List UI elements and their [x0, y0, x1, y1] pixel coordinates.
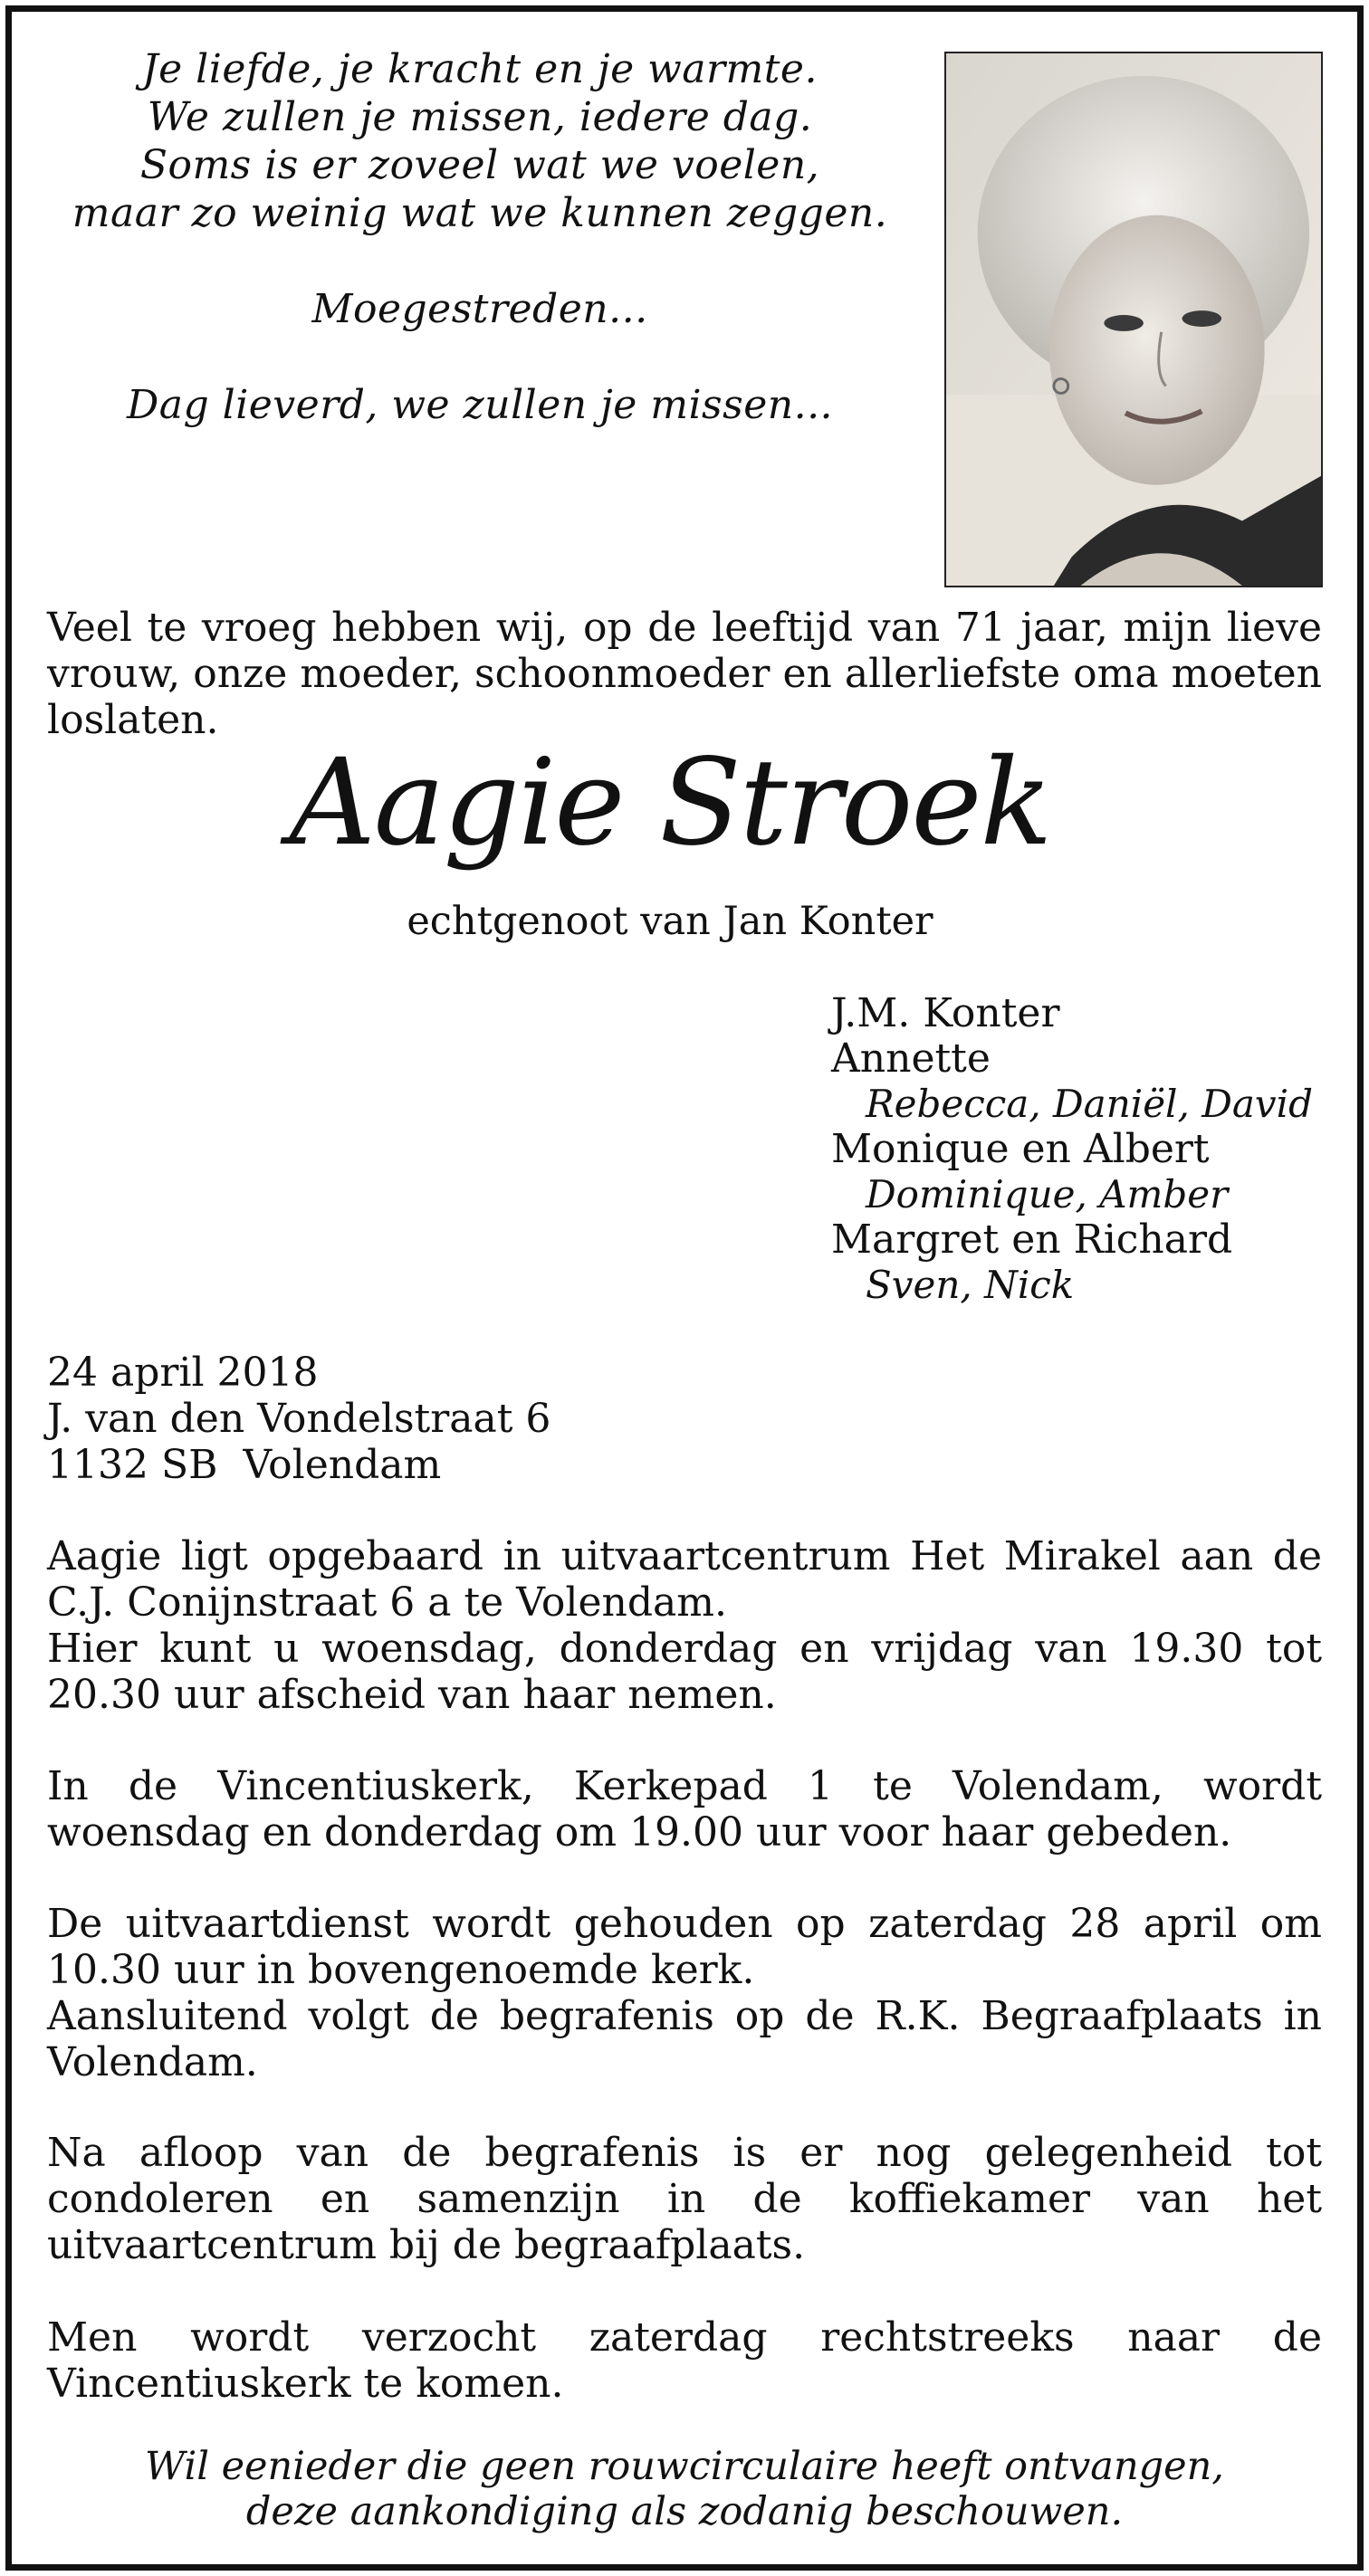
- church-direction-info: Men wordt verzocht zaterdag rechtstreeks naar de Vincentiuskerk te komen.: [47, 2314, 1322, 2407]
- poem: [36, 45, 924, 429]
- city-line: 1132 SB Volendam: [47, 1442, 442, 1488]
- intro-text: Veel te vroeg hebben wij, op de leeftijd van 71 jaar, mijn lieve vrouw, onze moeder, schoonmoeder en allerliefste oma moeten loslaten.: [47, 605, 1322, 743]
- poem-line: Dag lieverd, we zullen je missen...: [126, 382, 834, 428]
- family-member: Annette: [831, 1035, 991, 1082]
- prayer-info: In de Vincentiuskerk, Kerkepad 1 te Volendam, wordt woensdag en donderdag om 19.00 uur voor haar gebeden.: [47, 1763, 1322, 1856]
- address-block: [47, 1350, 1322, 1488]
- poem-line: Soms is er zoveel wat we voelen,: [139, 142, 820, 188]
- viewing-info: Aagie ligt opgebaard in uitvaartcentrum Het Mirakel aan de C.J. Conijnstraat 6 a te Volendam. Hier kunt u woensdag, donderdag en vrijdag van 19.30 tot 20.30 uur afscheid van haar nemen.: [47, 1533, 1322, 1718]
- family-member: Margret en Richard: [831, 1216, 1233, 1263]
- condolence-info: Na afloop van de begrafenis is er nog gelegenheid tot condoleren en samenzijn in de koffiekamer van het uitvaartcentrum bij de begraafplaats.: [47, 2130, 1322, 2268]
- spouse-line: echtgenoot van Jan Konter: [407, 899, 933, 944]
- date-line: 24 april 2018: [47, 1350, 319, 1396]
- poem-line: maar zo weinig wat we kunnen zeggen.: [72, 190, 888, 236]
- family-member: J.M. Konter: [831, 990, 1060, 1036]
- family-list: [831, 991, 1338, 1308]
- closing-note: Wil eenieder die geen rouwcirculaire heeft ontvangen, deze aankondiging als zodanig beschouwen.: [145, 2444, 1224, 2534]
- family-member: Monique en Albert: [831, 1126, 1210, 1172]
- portrait-photo: [944, 52, 1323, 587]
- poem-line: We zullen je missen, iedere dag.: [147, 94, 813, 140]
- poem-line: Moegestreden...: [311, 286, 648, 332]
- grandchildren: Rebecca, Daniël, David: [866, 1082, 1313, 1126]
- grandchildren: Dominique, Amber: [866, 1172, 1229, 1216]
- street-line: J. van den Vondelstraat 6: [47, 1396, 551, 1442]
- poem-line: Je liefde, je kracht en je warmte.: [142, 46, 818, 92]
- deceased-name: Aagie Stroek: [289, 733, 1051, 873]
- funeral-info: De uitvaartdienst wordt gehouden op zaterdag 28 april om 10.30 uur in bovengenoemde kerk. Aansluitend volgt de begrafenis op de R.K. Begraafplaats in Volendam.: [47, 1901, 1322, 2085]
- grandchildren: Sven, Nick: [866, 1263, 1075, 1307]
